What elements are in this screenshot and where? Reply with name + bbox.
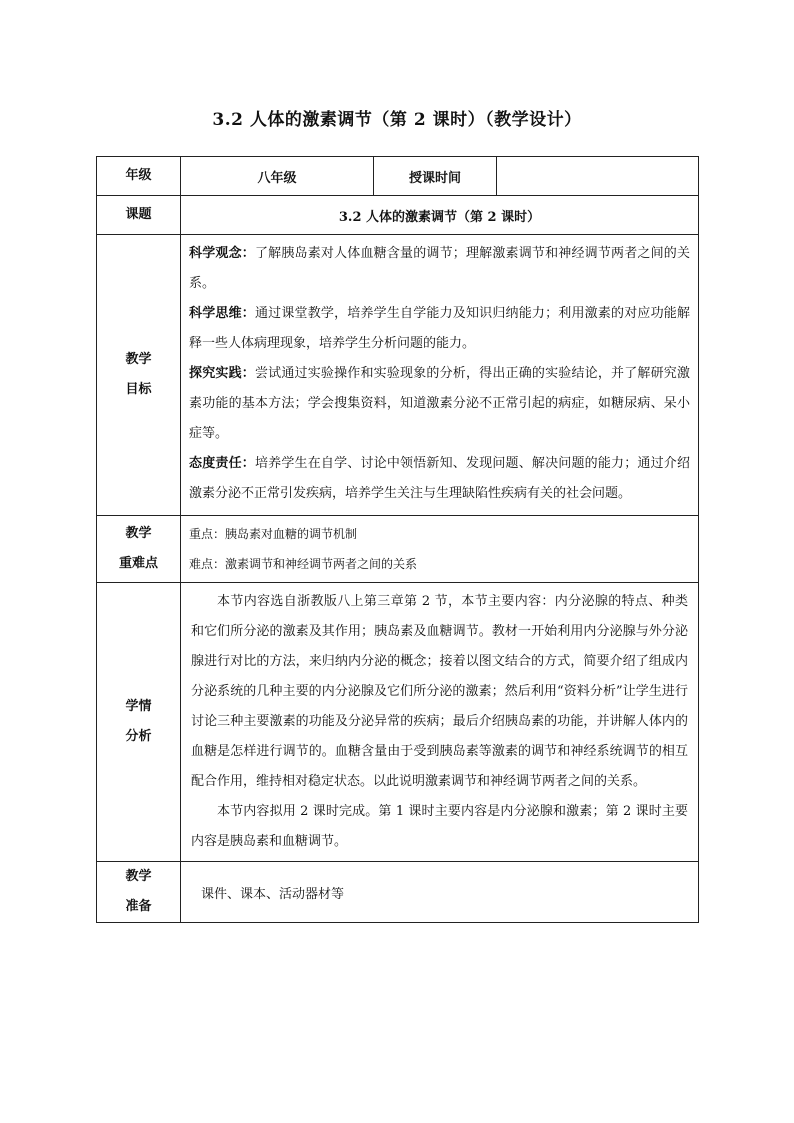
goals-label [97,235,181,516]
analysis-label [97,583,181,862]
grade-label: 年级 [97,157,181,196]
goals-row [97,235,699,516]
key-label-line: 教学 [125,526,152,541]
analysis-row [97,583,699,862]
grade-value: 八年级 [181,157,374,196]
goal-text: 了解胰岛素对人体血糖含量的调节；理解激素调节和神经调节两者之间的关系。 [189,246,690,291]
prep-label-line: 教学 [125,869,152,884]
topic-row [97,196,699,235]
prep-label [97,862,181,923]
goal-item [189,299,690,359]
grade-row [97,157,699,196]
analysis-paragraph: 本节内容选自浙教版八上第三章第 2 节，本节主要内容：内分泌腺的特点、种类和它们所分泌的激素及其作用；胰岛素及血糖调节。教材一开始利用内分泌腺与外分泌腺进行对比的方法，来归纳内分泌的概念；接着以图文结合的方式，简要介绍了组成内分泌系统的几种主要的内分泌腺及它们所分泌的激素；然后利用“资料分析”让学生进行讨论三种主要激素的功能及分泌异常的疾病；最后介绍胰岛素的功能，并讲解人体内的血糖是怎样进行调节的。血糖含量由于受到胰岛素等激素的调节和神经系统调节的相互配合作用，维持相对稳定状态。以此说明激素调节和神经调节两者之间的关系。 [191,594,688,789]
document-title: 3.2 人体的激素调节（第 2 课时）（教学设计） [212,110,582,130]
key-point: 重点：胰岛素对血糖的调节机制 [189,527,358,541]
key-label-line: 重难点 [118,556,158,571]
goal-text: 培养学生在自学、讨论中领悟新知、发现问题、解决问题的能力；通过介绍激素分泌不正常引发疾病，培养学生关注与生理缺陷性疾病有关的社会问题。 [189,456,690,501]
analysis-label-line: 分析 [125,729,152,744]
prep-row [97,862,699,923]
goal-item [189,449,690,509]
topic-label: 课题 [97,196,181,235]
prep-content: 课件、课本、活动器材等 [181,862,699,923]
goals-content [181,235,699,516]
goal-term: 科学思维： [189,306,255,321]
time-value [497,157,699,196]
time-label: 授课时间 [374,157,497,196]
goal-text: 通过课堂教学，培养学生自学能力及知识归纳能力；利用激素的对应功能解释一些人体病理现象，培养学生分析问题的能力。 [189,306,690,351]
goals-label-line: 目标 [125,382,152,397]
prep-label-line: 准备 [125,899,152,914]
difficult-point: 难点：激素调节和神经调节两者之间的关系 [189,557,418,571]
goal-term: 态度责任： [189,456,255,471]
goal-term: 探究实践： [189,366,255,381]
key-points-content [181,516,699,583]
goal-term: 科学观念： [189,246,255,261]
key-points-label [97,516,181,583]
analysis-paragraph: 本节内容拟用 2 课时完成。第 1 课时主要内容是内分泌腺和激素；第 2 课时主要内容是胰岛素和血糖调节。 [191,804,688,849]
analysis-content [181,583,699,862]
lesson-plan-table [96,156,699,923]
analysis-label-line: 学情 [125,699,152,714]
goal-text: 尝试通过实验操作和实验现象的分析，得出正确的实验结论，并了解研究激素功能的基本方法；学会搜集资料，知道激素分泌不正常引起的病症，如糖尿病、呆小症等。 [189,366,690,441]
key-points-row [97,516,699,583]
topic-value: 3.2 人体的激素调节（第 2 课时） [181,196,699,235]
goal-item [189,359,690,449]
goal-item [189,239,690,299]
goals-label-line: 教学 [125,352,152,367]
